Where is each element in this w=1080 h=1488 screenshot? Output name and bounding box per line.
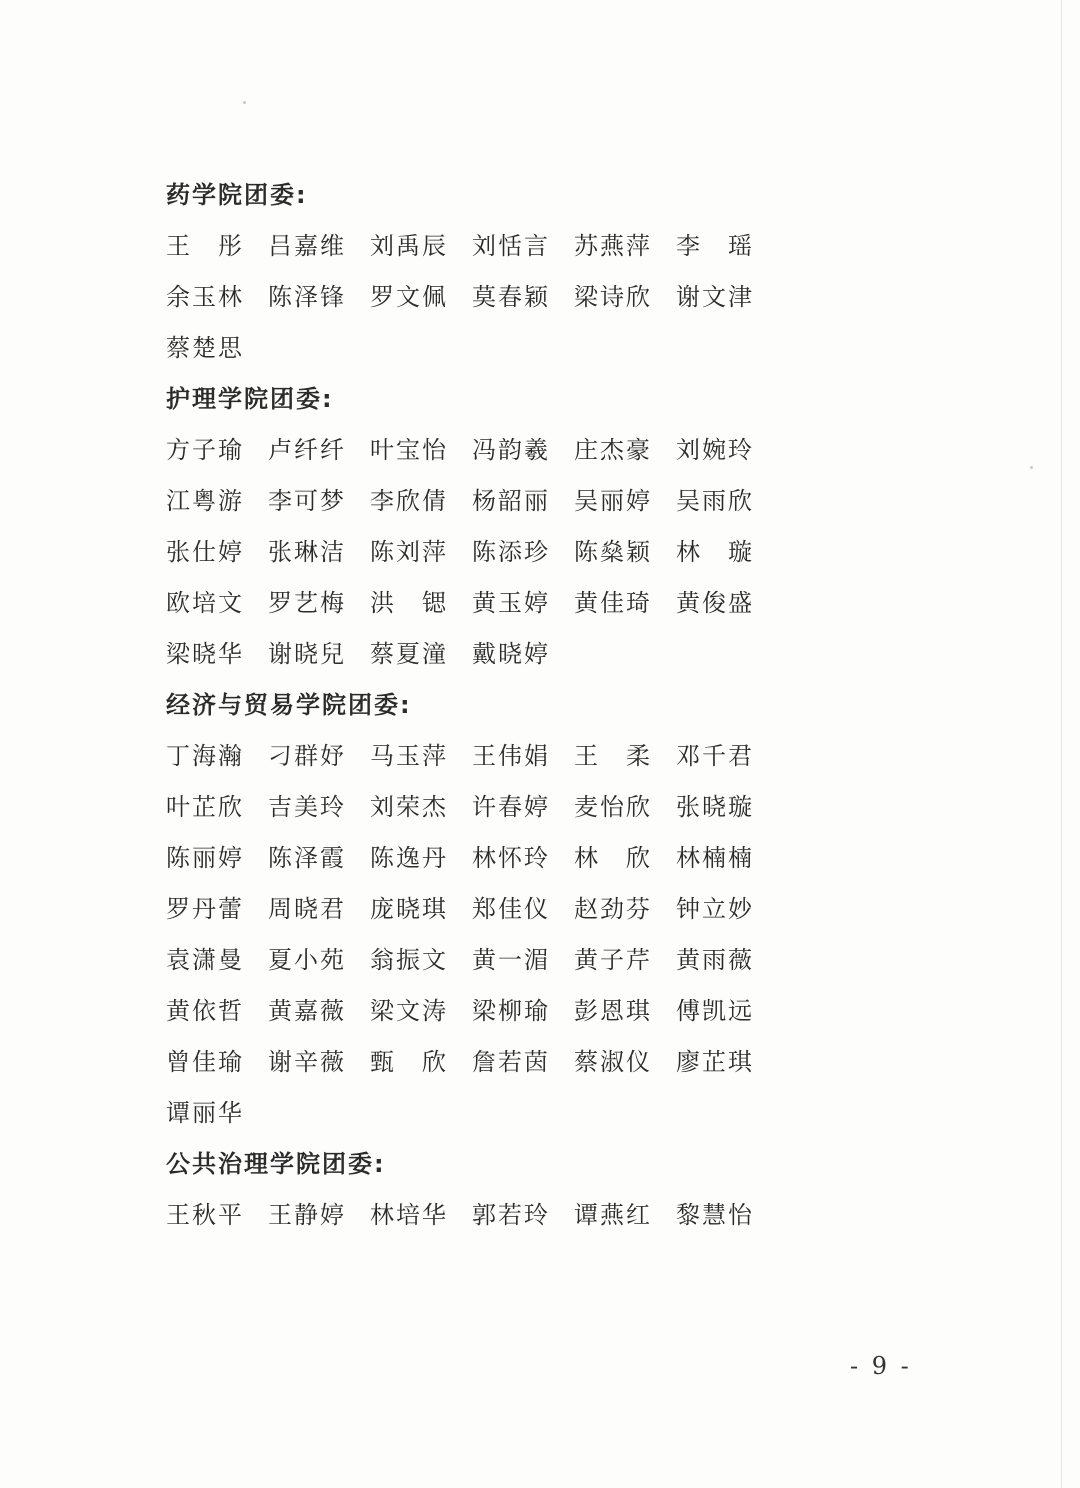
name-item: 黄依哲 (166, 997, 244, 1025)
name-item: 黄俊盛 (676, 589, 754, 617)
name-item: 杨韶丽 (472, 487, 550, 515)
name-item: 陈泽霞 (268, 844, 346, 872)
name-item: 甄 欣 (370, 1048, 448, 1076)
name-item: 马玉萍 (370, 742, 448, 770)
name-list (166, 425, 778, 680)
name-item: 彭恩琪 (574, 997, 652, 1025)
name-item: 蔡楚思 (166, 334, 244, 362)
name-item: 陈丽婷 (166, 844, 244, 872)
name-item: 詹若茵 (472, 1048, 550, 1076)
name-item: 黄子芹 (574, 946, 652, 974)
name-item: 袁潇曼 (166, 946, 244, 974)
name-item: 谢文津 (676, 283, 754, 311)
name-item: 夏小苑 (268, 946, 346, 974)
name-item: 张琳洁 (268, 538, 346, 566)
name-item: 周晓君 (268, 895, 346, 923)
name-item: 梁文涛 (370, 997, 448, 1025)
name-item: 林楠楠 (676, 844, 754, 872)
name-item: 苏燕萍 (574, 232, 652, 260)
name-list (166, 1190, 778, 1241)
name-item: 曾佳瑜 (166, 1048, 244, 1076)
name-item: 林培华 (370, 1201, 448, 1229)
name-item: 叶宝怡 (370, 436, 448, 464)
name-item: 江粤游 (166, 487, 244, 515)
name-item: 蔡夏潼 (370, 640, 448, 668)
name-item: 吉美玲 (268, 793, 346, 821)
name-item: 傅凯远 (676, 997, 754, 1025)
name-item: 廖芷琪 (676, 1048, 754, 1076)
name-item: 陈逸丹 (370, 844, 448, 872)
name-item: 黄一湄 (472, 946, 550, 974)
name-item: 戴晓婷 (472, 640, 550, 668)
name-item: 梁诗欣 (574, 283, 652, 311)
name-item: 许春婷 (472, 793, 550, 821)
section (166, 170, 806, 374)
name-item: 王静婷 (268, 1201, 346, 1229)
name-item: 谢辛薇 (268, 1048, 346, 1076)
name-item: 叶芷欣 (166, 793, 244, 821)
name-item: 卢纤纤 (268, 436, 346, 464)
name-item: 方子瑜 (166, 436, 244, 464)
name-item: 梁晓华 (166, 640, 244, 668)
name-item: 欧培文 (166, 589, 244, 617)
name-item: 李欣倩 (370, 487, 448, 515)
section (166, 680, 806, 1139)
name-item: 黄佳琦 (574, 589, 652, 617)
name-item: 谭丽华 (166, 1099, 244, 1127)
name-item: 吴雨欣 (676, 487, 754, 515)
name-item: 谢晓兒 (268, 640, 346, 668)
name-item: 王 彤 (166, 232, 244, 260)
document-body (166, 170, 806, 1241)
name-item: 吴丽婷 (574, 487, 652, 515)
name-item: 谭燕红 (574, 1201, 652, 1229)
name-list (166, 731, 778, 1139)
name-item: 余玉林 (166, 283, 244, 311)
name-item: 吕嘉维 (268, 232, 346, 260)
name-item: 刘婉玲 (676, 436, 754, 464)
name-item: 郭若玲 (472, 1201, 550, 1229)
name-item: 陈添珍 (472, 538, 550, 566)
page-number: - 9 - (850, 1352, 912, 1380)
section (166, 374, 806, 680)
name-item: 赵劲芬 (574, 895, 652, 923)
name-item: 陈泽锋 (268, 283, 346, 311)
name-item: 郑佳仪 (472, 895, 550, 923)
name-item: 陈刘萍 (370, 538, 448, 566)
name-item: 林 璇 (676, 538, 754, 566)
name-item: 梁柳瑜 (472, 997, 550, 1025)
name-item: 刘恬言 (472, 232, 550, 260)
name-item: 刘禹辰 (370, 232, 448, 260)
name-item: 黎慧怡 (676, 1201, 754, 1229)
name-item: 钟立妙 (676, 895, 754, 923)
name-item: 邓千君 (676, 742, 754, 770)
name-item: 陈燊颖 (574, 538, 652, 566)
name-item: 罗文佩 (370, 283, 448, 311)
name-item: 丁海瀚 (166, 742, 244, 770)
name-item: 刘荣杰 (370, 793, 448, 821)
name-item: 黄玉婷 (472, 589, 550, 617)
section-title: 护理学院团委: (166, 385, 334, 413)
name-item: 冯韵羲 (472, 436, 550, 464)
name-item: 张晓璇 (676, 793, 754, 821)
section-title: 药学院团委: (166, 181, 308, 209)
name-item: 黄雨薇 (676, 946, 754, 974)
section (166, 1139, 806, 1241)
name-item: 庄杰豪 (574, 436, 652, 464)
name-item: 罗丹蕾 (166, 895, 244, 923)
section-title: 经济与贸易学院团委: (166, 691, 412, 719)
name-item: 李 瑶 (676, 232, 754, 260)
name-item: 庞晓琪 (370, 895, 448, 923)
page-edge-line (1061, 0, 1062, 1488)
name-item: 林 欣 (574, 844, 652, 872)
name-item: 莫春颖 (472, 283, 550, 311)
name-list (166, 221, 778, 374)
name-item: 翁振文 (370, 946, 448, 974)
name-item: 张仕婷 (166, 538, 244, 566)
name-item: 王伟娟 (472, 742, 550, 770)
name-item: 刁群妤 (268, 742, 346, 770)
name-item: 李可梦 (268, 487, 346, 515)
scan-speck (243, 101, 246, 104)
section-title: 公共治理学院团委: (166, 1150, 386, 1178)
name-item: 王秋平 (166, 1201, 244, 1229)
name-item: 王 柔 (574, 742, 652, 770)
name-item: 麦怡欣 (574, 793, 652, 821)
name-item: 林怀玲 (472, 844, 550, 872)
name-item: 罗艺梅 (268, 589, 346, 617)
name-item: 蔡淑仪 (574, 1048, 652, 1076)
scan-speck (1030, 466, 1033, 469)
name-item: 洪 锶 (370, 589, 448, 617)
name-item: 黄嘉薇 (268, 997, 346, 1025)
